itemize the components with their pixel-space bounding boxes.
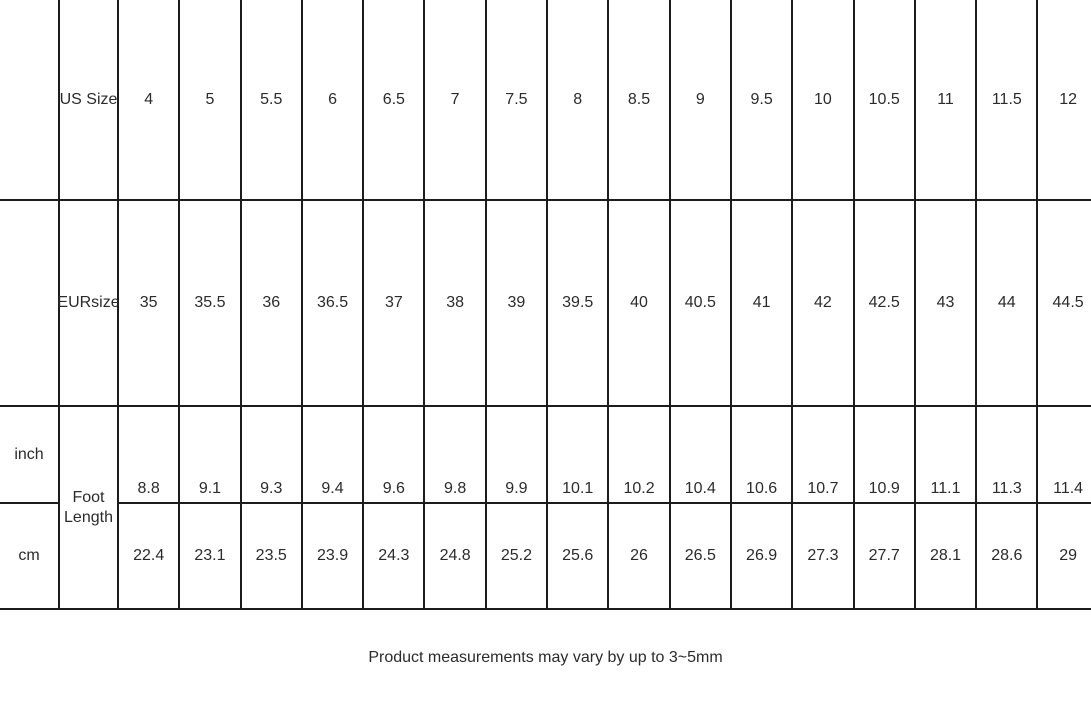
cm-value: 28.6 — [977, 504, 1038, 610]
foot-length-label: Foot Length — [60, 407, 119, 610]
us-size-value: 11.5 — [977, 0, 1038, 201]
inch-value: 9.9 — [487, 407, 548, 504]
us-size-value: 9.5 — [732, 0, 793, 201]
eur-size-row-label: EURsize — [60, 201, 119, 407]
us-size-value: 6.5 — [364, 0, 425, 201]
us-size-value: 10.5 — [855, 0, 916, 201]
us-size-value: 4 — [119, 0, 180, 201]
us-size-value: 11 — [916, 0, 977, 201]
inch-value: 10.2 — [609, 407, 670, 504]
eur-size-value: 36.5 — [303, 201, 364, 407]
inch-value: 9.8 — [425, 407, 486, 504]
inch-value: 10.6 — [732, 407, 793, 504]
eur-size-value: 35.5 — [180, 201, 241, 407]
cm-value: 26 — [609, 504, 670, 610]
inch-value: 8.8 — [119, 407, 180, 504]
cm-value: 27.7 — [855, 504, 916, 610]
cm-value: 25.2 — [487, 504, 548, 610]
eur-size-value: 38 — [425, 201, 486, 407]
us-size-row-label: US Size — [60, 0, 119, 201]
cm-value: 23.9 — [303, 504, 364, 610]
cm-value: 22.4 — [119, 504, 180, 610]
cm-value: 26.5 — [671, 504, 732, 610]
eur-size-value: 37 — [364, 201, 425, 407]
cm-value: 24.8 — [425, 504, 486, 610]
eur-size-value: 40.5 — [671, 201, 732, 407]
us-size-value: 8.5 — [609, 0, 670, 201]
eur-size-value: 42 — [793, 201, 854, 407]
eur-size-value: 40 — [609, 201, 670, 407]
eur-size-value: 42.5 — [855, 201, 916, 407]
eur-size-value: 35 — [119, 201, 180, 407]
inch-value: 10.4 — [671, 407, 732, 504]
us-size-value: 5 — [180, 0, 241, 201]
measurement-note: Product measurements may vary by up to 3~5mm — [368, 649, 723, 666]
cm-value: 29 — [1038, 504, 1091, 610]
cm-value: 27.3 — [793, 504, 854, 610]
eur-size-value: 39 — [487, 201, 548, 407]
inch-value: 10.7 — [793, 407, 854, 504]
cm-value: 23.1 — [180, 504, 241, 610]
inch-value: 11.3 — [977, 407, 1038, 504]
inch-value: 11.1 — [916, 407, 977, 504]
eur-size-value: 39.5 — [548, 201, 609, 407]
inch-value: 10.9 — [855, 407, 916, 504]
us-size-value: 5.5 — [242, 0, 303, 201]
cm-value: 23.5 — [242, 504, 303, 610]
cm-value: 24.3 — [364, 504, 425, 610]
inch-value: 9.6 — [364, 407, 425, 504]
us-size-value: 6 — [303, 0, 364, 201]
inch-value: 9.4 — [303, 407, 364, 504]
us-size-value: 9 — [671, 0, 732, 201]
empty-cell — [0, 201, 60, 407]
eur-size-value: 43 — [916, 201, 977, 407]
inch-value: 9.1 — [180, 407, 241, 504]
cm-value: 25.6 — [548, 504, 609, 610]
us-size-value: 7.5 — [487, 0, 548, 201]
cm-value: 26.9 — [732, 504, 793, 610]
us-size-value: 8 — [548, 0, 609, 201]
inch-value: 11.4 — [1038, 407, 1091, 504]
us-size-value: 10 — [793, 0, 854, 201]
inch-value: 10.1 — [548, 407, 609, 504]
inch-unit-label: inch — [0, 407, 60, 504]
corner-cell — [0, 0, 60, 201]
cm-value: 28.1 — [916, 504, 977, 610]
inch-value: 9.3 — [242, 407, 303, 504]
eur-size-value: 44.5 — [1038, 201, 1091, 407]
eur-size-value: 41 — [732, 201, 793, 407]
eur-size-value: 36 — [242, 201, 303, 407]
eur-size-value: 44 — [977, 201, 1038, 407]
cm-unit-label: cm — [0, 504, 60, 610]
us-size-value: 7 — [425, 0, 486, 201]
us-size-value: 12 — [1038, 0, 1091, 201]
